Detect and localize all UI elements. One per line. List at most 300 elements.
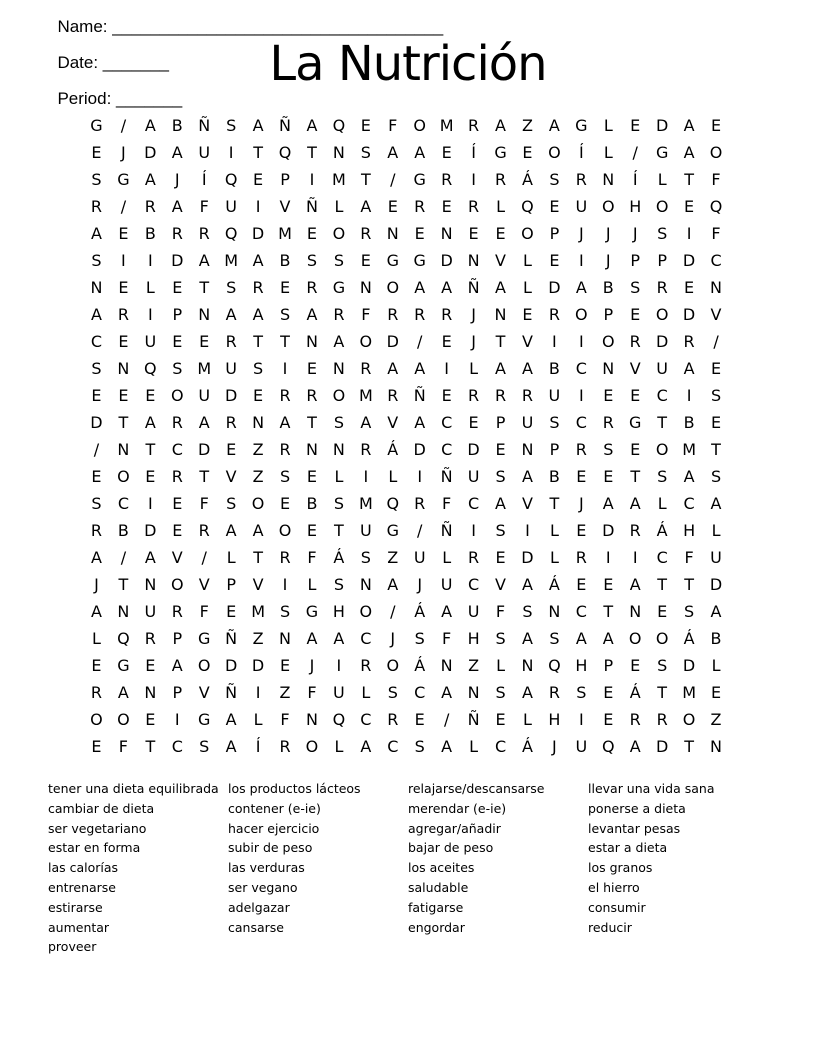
grid-cell: D xyxy=(602,521,615,540)
grid-cell: O xyxy=(359,602,373,621)
grid-cell: S xyxy=(91,359,102,378)
grid-cell: A xyxy=(144,116,156,135)
grid-cell: S xyxy=(226,494,237,513)
grid-cell: D xyxy=(251,656,265,675)
grid-cell: C xyxy=(387,737,399,756)
grid-cell: I xyxy=(605,548,611,567)
grid-cell: E xyxy=(710,413,722,432)
grid-cell: F xyxy=(442,494,452,513)
grid-cell: A xyxy=(683,116,695,135)
word-bank-item: engordar xyxy=(408,919,465,935)
grid-cell: A xyxy=(683,467,695,486)
grid-cell: S xyxy=(495,683,506,702)
grid-cell: A xyxy=(252,305,264,324)
grid-cell: Q xyxy=(548,656,561,675)
grid-cell: E xyxy=(441,197,452,216)
grid-cell: U xyxy=(467,602,480,621)
grid-cell: L xyxy=(523,278,532,297)
grid-cell: U xyxy=(333,683,345,702)
grid-cell: O xyxy=(601,197,615,216)
grid-cell: R xyxy=(629,521,641,540)
grid-cell: F xyxy=(118,737,128,756)
grid-cell: E xyxy=(172,521,183,540)
grid-cell: I xyxy=(471,170,476,189)
grid-cell: N xyxy=(252,413,265,432)
grid-cell: / xyxy=(632,143,638,162)
grid-cell: E xyxy=(657,602,668,621)
grid-cell: J xyxy=(94,575,99,594)
grid-cell: R xyxy=(171,224,183,243)
grid-cell: L xyxy=(388,467,398,486)
grid-cell: E xyxy=(710,116,722,135)
grid-cell: Q xyxy=(601,737,615,756)
grid-cell: L xyxy=(92,629,101,648)
grid-cell: A xyxy=(90,224,102,243)
grid-cell: T xyxy=(307,143,317,162)
grid-cell: O xyxy=(332,224,346,243)
grid-cell: R xyxy=(602,413,614,432)
grid-cell: I xyxy=(444,359,450,378)
grid-cell: C xyxy=(90,332,103,351)
grid-cell: T xyxy=(684,737,694,756)
grid-cell: G xyxy=(386,521,399,540)
grid-cell: O xyxy=(655,440,669,459)
grid-cell: O xyxy=(170,575,184,594)
grid-cell: M xyxy=(251,602,265,621)
grid-cell: R xyxy=(117,305,129,324)
grid-cell: Á xyxy=(548,575,560,594)
grid-cell: E xyxy=(172,494,183,513)
word-bank-item: adelgazar xyxy=(228,899,290,915)
grid-cell: A xyxy=(710,602,722,621)
grid-cell: V xyxy=(495,575,506,594)
grid-cell: O xyxy=(386,656,400,675)
grid-cell: B xyxy=(602,278,614,297)
grid-cell: E xyxy=(145,710,156,729)
grid-cell: J xyxy=(605,251,611,270)
grid-cell: Á xyxy=(414,602,426,621)
grid-cell: A xyxy=(144,548,156,567)
grid-cell: N xyxy=(117,602,130,621)
grid-cell: N xyxy=(521,656,534,675)
grid-cell: R xyxy=(548,305,560,324)
grid-cell: C xyxy=(575,359,587,378)
grid-cell: I xyxy=(632,548,638,567)
grid-cell: Á xyxy=(387,440,399,459)
grid-cell: B xyxy=(279,251,291,270)
grid-cell: A xyxy=(521,629,533,648)
grid-cell: U xyxy=(198,143,211,162)
word-bank-item: estirarse xyxy=(48,899,103,915)
grid-cell: I xyxy=(363,467,369,486)
grid-cell: M xyxy=(682,683,696,702)
grid-cell: V xyxy=(521,332,533,351)
grid-cell: M xyxy=(358,494,373,513)
grid-cell: R xyxy=(414,197,426,216)
grid-cell: F xyxy=(199,197,209,216)
grid-cell: Ñ xyxy=(467,278,480,297)
grid-cell: T xyxy=(657,413,668,432)
grid-cell: N xyxy=(467,251,480,270)
grid-cell: N xyxy=(359,575,372,594)
grid-cell: Ñ xyxy=(440,467,453,486)
grid-cell: E xyxy=(172,278,183,297)
grid-cell: M xyxy=(278,224,292,243)
word-bank-item: llevar una vida sana xyxy=(588,781,715,796)
grid-cell: / xyxy=(417,332,423,351)
grid-cell: E xyxy=(710,683,722,702)
grid-cell: A xyxy=(117,683,129,702)
grid-cell: S xyxy=(333,575,344,594)
grid-cell: S xyxy=(91,170,102,189)
grid-cell: R xyxy=(252,278,264,297)
grid-cell: A xyxy=(521,359,533,378)
grid-cell: U xyxy=(656,359,669,378)
grid-cell: B xyxy=(548,359,560,378)
grid-cell: R xyxy=(90,683,103,702)
grid-cell: M xyxy=(439,116,454,135)
grid-cell: N xyxy=(467,683,480,702)
grid-cell: Í xyxy=(471,143,476,162)
grid-cell: F xyxy=(711,170,721,189)
word-bank-item: aumentar xyxy=(48,919,110,935)
grid-cell: R xyxy=(360,359,372,378)
grid-cell: R xyxy=(387,386,399,405)
grid-cell: N xyxy=(521,440,534,459)
grid-cell: J xyxy=(578,494,584,513)
grid-cell: S xyxy=(226,278,237,297)
grid-cell: T xyxy=(495,332,506,351)
grid-cell: S xyxy=(199,737,210,756)
grid-cell: V xyxy=(225,467,237,486)
grid-cell: A xyxy=(225,521,237,540)
grid-cell: O xyxy=(655,629,669,648)
grid-cell: T xyxy=(549,494,560,513)
grid-cell: H xyxy=(548,710,561,729)
grid-cell: N xyxy=(494,305,507,324)
grid-cell: A xyxy=(144,413,156,432)
word-bank-item: levantar pesas xyxy=(588,820,681,836)
grid-cell: C xyxy=(171,440,183,459)
word-bank xyxy=(48,779,768,957)
grid-cell: N xyxy=(144,683,157,702)
grid-cell: R xyxy=(279,737,291,756)
grid-cell: R xyxy=(494,386,507,405)
grid-cell: E xyxy=(172,332,183,351)
grid-cell: L xyxy=(603,143,613,162)
grid-cell: E xyxy=(199,332,210,351)
grid-cell: I xyxy=(228,143,234,162)
grid-cell: M xyxy=(332,170,346,189)
grid-cell: / xyxy=(120,116,127,135)
word-bank-item: saludable xyxy=(408,879,469,895)
grid-cell: J xyxy=(632,224,638,243)
grid-cell: O xyxy=(575,305,588,324)
grid-cell: G xyxy=(629,413,642,432)
grid-cell: S xyxy=(657,224,668,243)
grid-cell: P xyxy=(630,251,641,270)
grid-cell: C xyxy=(117,494,129,513)
grid-cell: C xyxy=(360,710,372,729)
grid-cell: E xyxy=(468,224,479,243)
grid-cell: D xyxy=(548,278,561,297)
grid-cell: Z xyxy=(252,629,264,648)
grid-cell: R xyxy=(575,440,587,459)
grid-cell: U xyxy=(198,386,211,405)
grid-cell: I xyxy=(578,386,584,405)
grid-cell: T xyxy=(657,683,668,702)
grid-cell: T xyxy=(280,332,290,351)
grid-cell: L xyxy=(307,575,317,594)
grid-cell: E xyxy=(576,575,587,594)
grid-cell: N xyxy=(386,224,399,243)
grid-cell: E xyxy=(603,467,614,486)
word-bank-item: subir de peso xyxy=(228,840,313,856)
grid-cell: N xyxy=(144,575,157,594)
grid-cell: J xyxy=(471,305,476,324)
grid-cell: E xyxy=(495,710,506,729)
grid-cell: T xyxy=(118,575,129,594)
grid-cell: U xyxy=(575,197,588,216)
grid-cell: A xyxy=(360,197,372,216)
grid-cell: A xyxy=(360,737,372,756)
grid-cell: Í xyxy=(201,170,207,189)
grid-cell: I xyxy=(121,251,126,270)
grid-cell: S xyxy=(495,629,506,648)
grid-cell: L xyxy=(334,197,344,216)
grid-cell: A xyxy=(495,494,506,513)
grid-cell: O xyxy=(117,710,130,729)
grid-cell: R xyxy=(548,683,560,702)
grid-cell: I xyxy=(686,224,692,243)
grid-cell: A xyxy=(306,629,318,648)
grid-cell: F xyxy=(388,116,398,135)
grid-cell: A xyxy=(333,629,345,648)
grid-cell: L xyxy=(145,278,155,297)
grid-cell: E xyxy=(306,359,318,378)
grid-cell: E xyxy=(414,224,425,243)
grid-cell: / xyxy=(201,548,207,567)
grid-cell: A xyxy=(414,359,426,378)
grid-cell: T xyxy=(307,413,317,432)
grid-cell: O xyxy=(170,386,184,405)
grid-cell: Q xyxy=(224,224,238,243)
grid-cell: L xyxy=(469,359,479,378)
word-bank-item: el hierro xyxy=(588,879,640,895)
grid-cell: R xyxy=(575,548,587,567)
grid-cell: N xyxy=(117,440,130,459)
grid-cell: C xyxy=(683,494,695,513)
grid-cell: U xyxy=(710,548,722,567)
grid-cell: A xyxy=(414,278,426,297)
grid-cell: S xyxy=(522,602,533,621)
grid-cell: E xyxy=(576,467,587,486)
grid-cell: N xyxy=(548,602,561,621)
grid-cell: N xyxy=(279,629,292,648)
grid-cell: R xyxy=(521,386,534,405)
word-bank-item: fatigarse xyxy=(408,899,464,915)
grid-cell: A xyxy=(495,116,506,135)
grid-cell: U xyxy=(440,575,453,594)
grid-cell: L xyxy=(549,521,559,540)
grid-cell: S xyxy=(360,143,371,162)
grid-cell: Í xyxy=(255,737,261,756)
grid-cell: Ñ xyxy=(467,710,480,729)
grid-cell: D xyxy=(709,575,723,594)
grid-cell: T xyxy=(253,548,263,567)
grid-cell: A xyxy=(252,116,264,135)
grid-cell: / xyxy=(443,710,450,729)
grid-cell: Z xyxy=(252,467,264,486)
grid-cell: S xyxy=(226,116,237,135)
grid-cell: E xyxy=(441,143,452,162)
grid-cell: N xyxy=(710,278,723,297)
grid-cell: L xyxy=(361,683,371,702)
grid-cell: I xyxy=(578,332,584,351)
grid-cell: R xyxy=(494,170,507,189)
grid-cell: S xyxy=(279,305,291,324)
grid-cell: R xyxy=(656,710,668,729)
grid-cell: G xyxy=(332,278,346,297)
grid-cell: N xyxy=(602,170,615,189)
grid-cell: A xyxy=(710,494,722,513)
grid-cell: R xyxy=(171,602,183,621)
grid-cell: E xyxy=(441,386,452,405)
grid-cell: N xyxy=(198,305,211,324)
grid-cell: O xyxy=(601,332,615,351)
grid-cell: O xyxy=(682,710,696,729)
grid-cell: E xyxy=(710,359,722,378)
grid-cell: / xyxy=(93,440,100,459)
grid-cell: A xyxy=(252,521,264,540)
grid-cell: A xyxy=(90,602,102,621)
grid-cell: R xyxy=(468,548,480,567)
grid-cell: E xyxy=(226,602,237,621)
grid-cell: J xyxy=(552,737,557,756)
grid-cell: O xyxy=(413,116,427,135)
grid-cell: E xyxy=(387,197,398,216)
word-bank-column xyxy=(408,779,588,957)
grid-cell: S xyxy=(360,548,371,567)
grid-cell: R xyxy=(144,197,156,216)
period-field-label: Period: _______ xyxy=(57,89,183,108)
grid-cell: J xyxy=(471,332,476,351)
grid-cell: A xyxy=(602,629,614,648)
grid-cell: B xyxy=(117,521,129,540)
grid-cell: C xyxy=(575,413,587,432)
grid-cell: R xyxy=(468,116,480,135)
grid-cell: C xyxy=(441,413,453,432)
grid-cell: J xyxy=(578,224,584,243)
grid-cell: Á xyxy=(414,656,426,675)
grid-cell: E xyxy=(279,656,291,675)
grid-cell: D xyxy=(144,143,157,162)
grid-cell: V xyxy=(387,413,399,432)
grid-cell: N xyxy=(332,143,345,162)
grid-cell: E xyxy=(360,116,371,135)
word-bank-column xyxy=(588,779,768,957)
grid-cell: I xyxy=(147,251,153,270)
grid-cell: A xyxy=(387,359,399,378)
grid-cell: Q xyxy=(332,116,346,135)
grid-cell: A xyxy=(629,494,641,513)
grid-cell: E xyxy=(145,467,156,486)
grid-cell: N xyxy=(90,278,103,297)
grid-cell: E xyxy=(118,278,129,297)
grid-cell: A xyxy=(495,278,506,297)
grid-cell: T xyxy=(118,413,129,432)
grid-cell: R xyxy=(387,305,399,324)
grid-cell: N xyxy=(440,224,453,243)
grid-cell: G xyxy=(413,251,426,270)
grid-cell: A xyxy=(629,737,641,756)
grid-cell: E xyxy=(684,197,695,216)
grid-cell: T xyxy=(334,521,344,540)
grid-cell: H xyxy=(467,629,480,648)
grid-cell: E xyxy=(279,494,291,513)
grid-cell: R xyxy=(279,548,291,567)
grid-cell: H xyxy=(332,602,345,621)
grid-cell: L xyxy=(711,521,721,540)
grid-cell: C xyxy=(414,683,426,702)
grid-cell: T xyxy=(199,278,210,297)
grid-cell: Z xyxy=(252,440,264,459)
grid-cell: R xyxy=(441,305,453,324)
grid-cell: E xyxy=(495,548,506,567)
grid-cell: N xyxy=(602,359,615,378)
grid-cell: L xyxy=(657,170,667,189)
grid-cell: L xyxy=(226,548,236,567)
grid-cell: A xyxy=(521,575,533,594)
grid-cell: R xyxy=(171,467,183,486)
grid-cell: C xyxy=(171,737,183,756)
grid-cell: J xyxy=(309,656,315,675)
grid-cell: B xyxy=(171,116,183,135)
grid-cell: Z xyxy=(279,683,291,702)
grid-cell: T xyxy=(145,737,156,756)
grid-cell: A xyxy=(441,602,453,621)
grid-cell: A xyxy=(144,170,156,189)
grid-cell: O xyxy=(90,710,103,729)
grid-cell: H xyxy=(575,656,588,675)
word-bank-item: agregar/añadir xyxy=(408,820,501,836)
grid-cell: E xyxy=(145,656,156,675)
grid-cell: J xyxy=(174,170,180,189)
grid-cell: R xyxy=(629,332,641,351)
grid-cell: A xyxy=(279,413,291,432)
word-bank-item: entrenarse xyxy=(48,879,116,895)
grid-cell: E xyxy=(495,224,506,243)
grid-cell: N xyxy=(359,278,372,297)
grid-cell: R xyxy=(441,170,453,189)
grid-cell: D xyxy=(655,116,669,135)
grid-cell: O xyxy=(251,494,265,513)
grid-cell: A xyxy=(225,710,237,729)
grid-cell: E xyxy=(630,440,641,459)
grid-cell: / xyxy=(417,521,423,540)
grid-cell: S xyxy=(657,467,668,486)
grid-cell: A xyxy=(225,305,237,324)
grid-cell: L xyxy=(523,710,532,729)
grid-cell: / xyxy=(390,170,396,189)
grid-cell: P xyxy=(603,305,614,324)
grid-cell: Q xyxy=(224,170,238,189)
grid-cell: N xyxy=(117,359,130,378)
grid-cell: I xyxy=(552,332,557,351)
grid-cell: S xyxy=(91,251,102,270)
word-bank-item: hacer ejercicio xyxy=(228,820,320,836)
grid-cell: D xyxy=(251,224,265,243)
